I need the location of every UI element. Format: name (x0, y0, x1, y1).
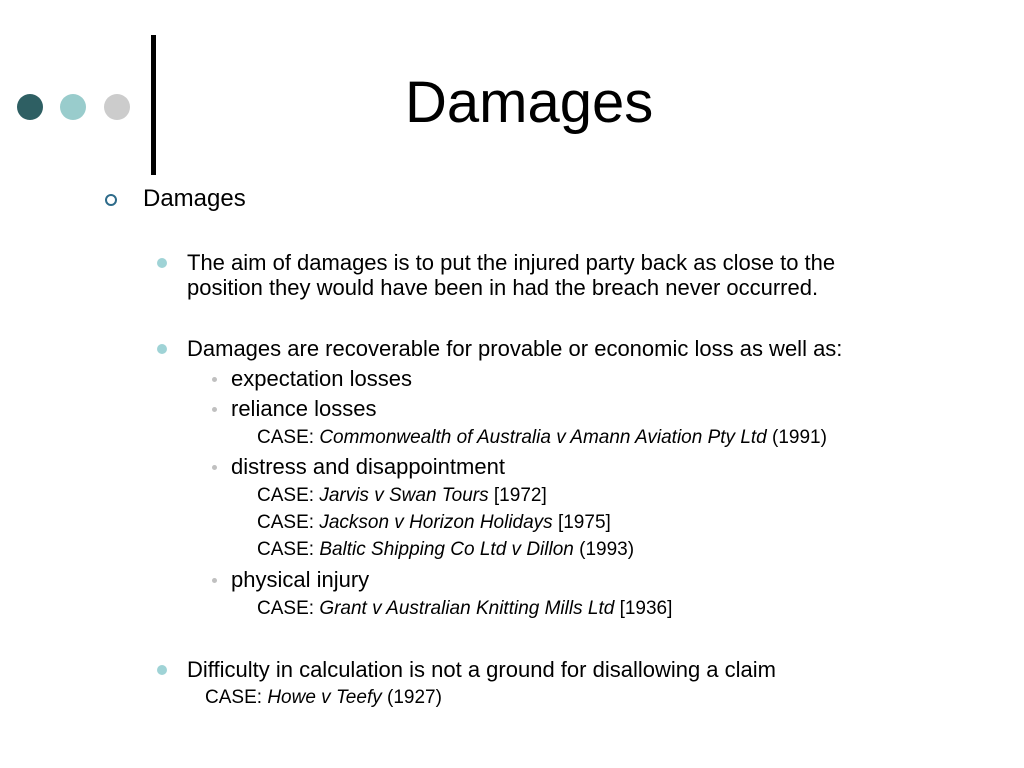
sub-bullet-icon (212, 377, 217, 382)
item-expectation: expectation losses (231, 366, 412, 391)
bullet-icon (157, 344, 167, 354)
point3-text: Difficulty in calculation is not a ground for disallowing a claim (187, 657, 776, 682)
decor-dot-dark (17, 94, 43, 120)
case-grant: CASE: Grant v Australian Knitting Mills Ltd [1936] (257, 598, 673, 619)
case-baltic: CASE: Baltic Shipping Co Ltd v Dillon (1993) (257, 539, 635, 560)
item-physical: physical injury (231, 567, 370, 592)
decor-dot-grey (104, 94, 130, 120)
item-reliance: reliance losses (231, 396, 377, 421)
point2-text: Damages are recoverable for provable or economic loss as well as: (187, 336, 843, 361)
sub-bullet-icon (212, 407, 217, 412)
sub-bullet-icon (212, 578, 217, 583)
decor-dot-teal (60, 94, 86, 120)
item-distress: distress and disappointment (231, 454, 505, 479)
ring-bullet-icon (105, 194, 117, 206)
bullet-icon (157, 665, 167, 675)
main-heading: Damages (143, 185, 246, 212)
point1-line2: position they would have been in had the breach never occurred. (187, 275, 819, 300)
title-divider (151, 35, 156, 175)
point1-line1: The aim of damages is to put the injured party back as close to the (187, 250, 836, 275)
case-amann: CASE: Commonwealth of Australia v Amann Aviation Pty Ltd (1991) (257, 427, 827, 448)
case-jarvis: CASE: Jarvis v Swan Tours [1972] (257, 485, 547, 506)
sub-bullet-icon (212, 465, 217, 470)
case-jackson: CASE: Jackson v Horizon Holidays [1975] (257, 512, 611, 533)
bullet-icon (157, 258, 167, 268)
case-howe: CASE: Howe v Teefy (1927) (205, 687, 442, 708)
slide-title: Damages (405, 70, 654, 135)
